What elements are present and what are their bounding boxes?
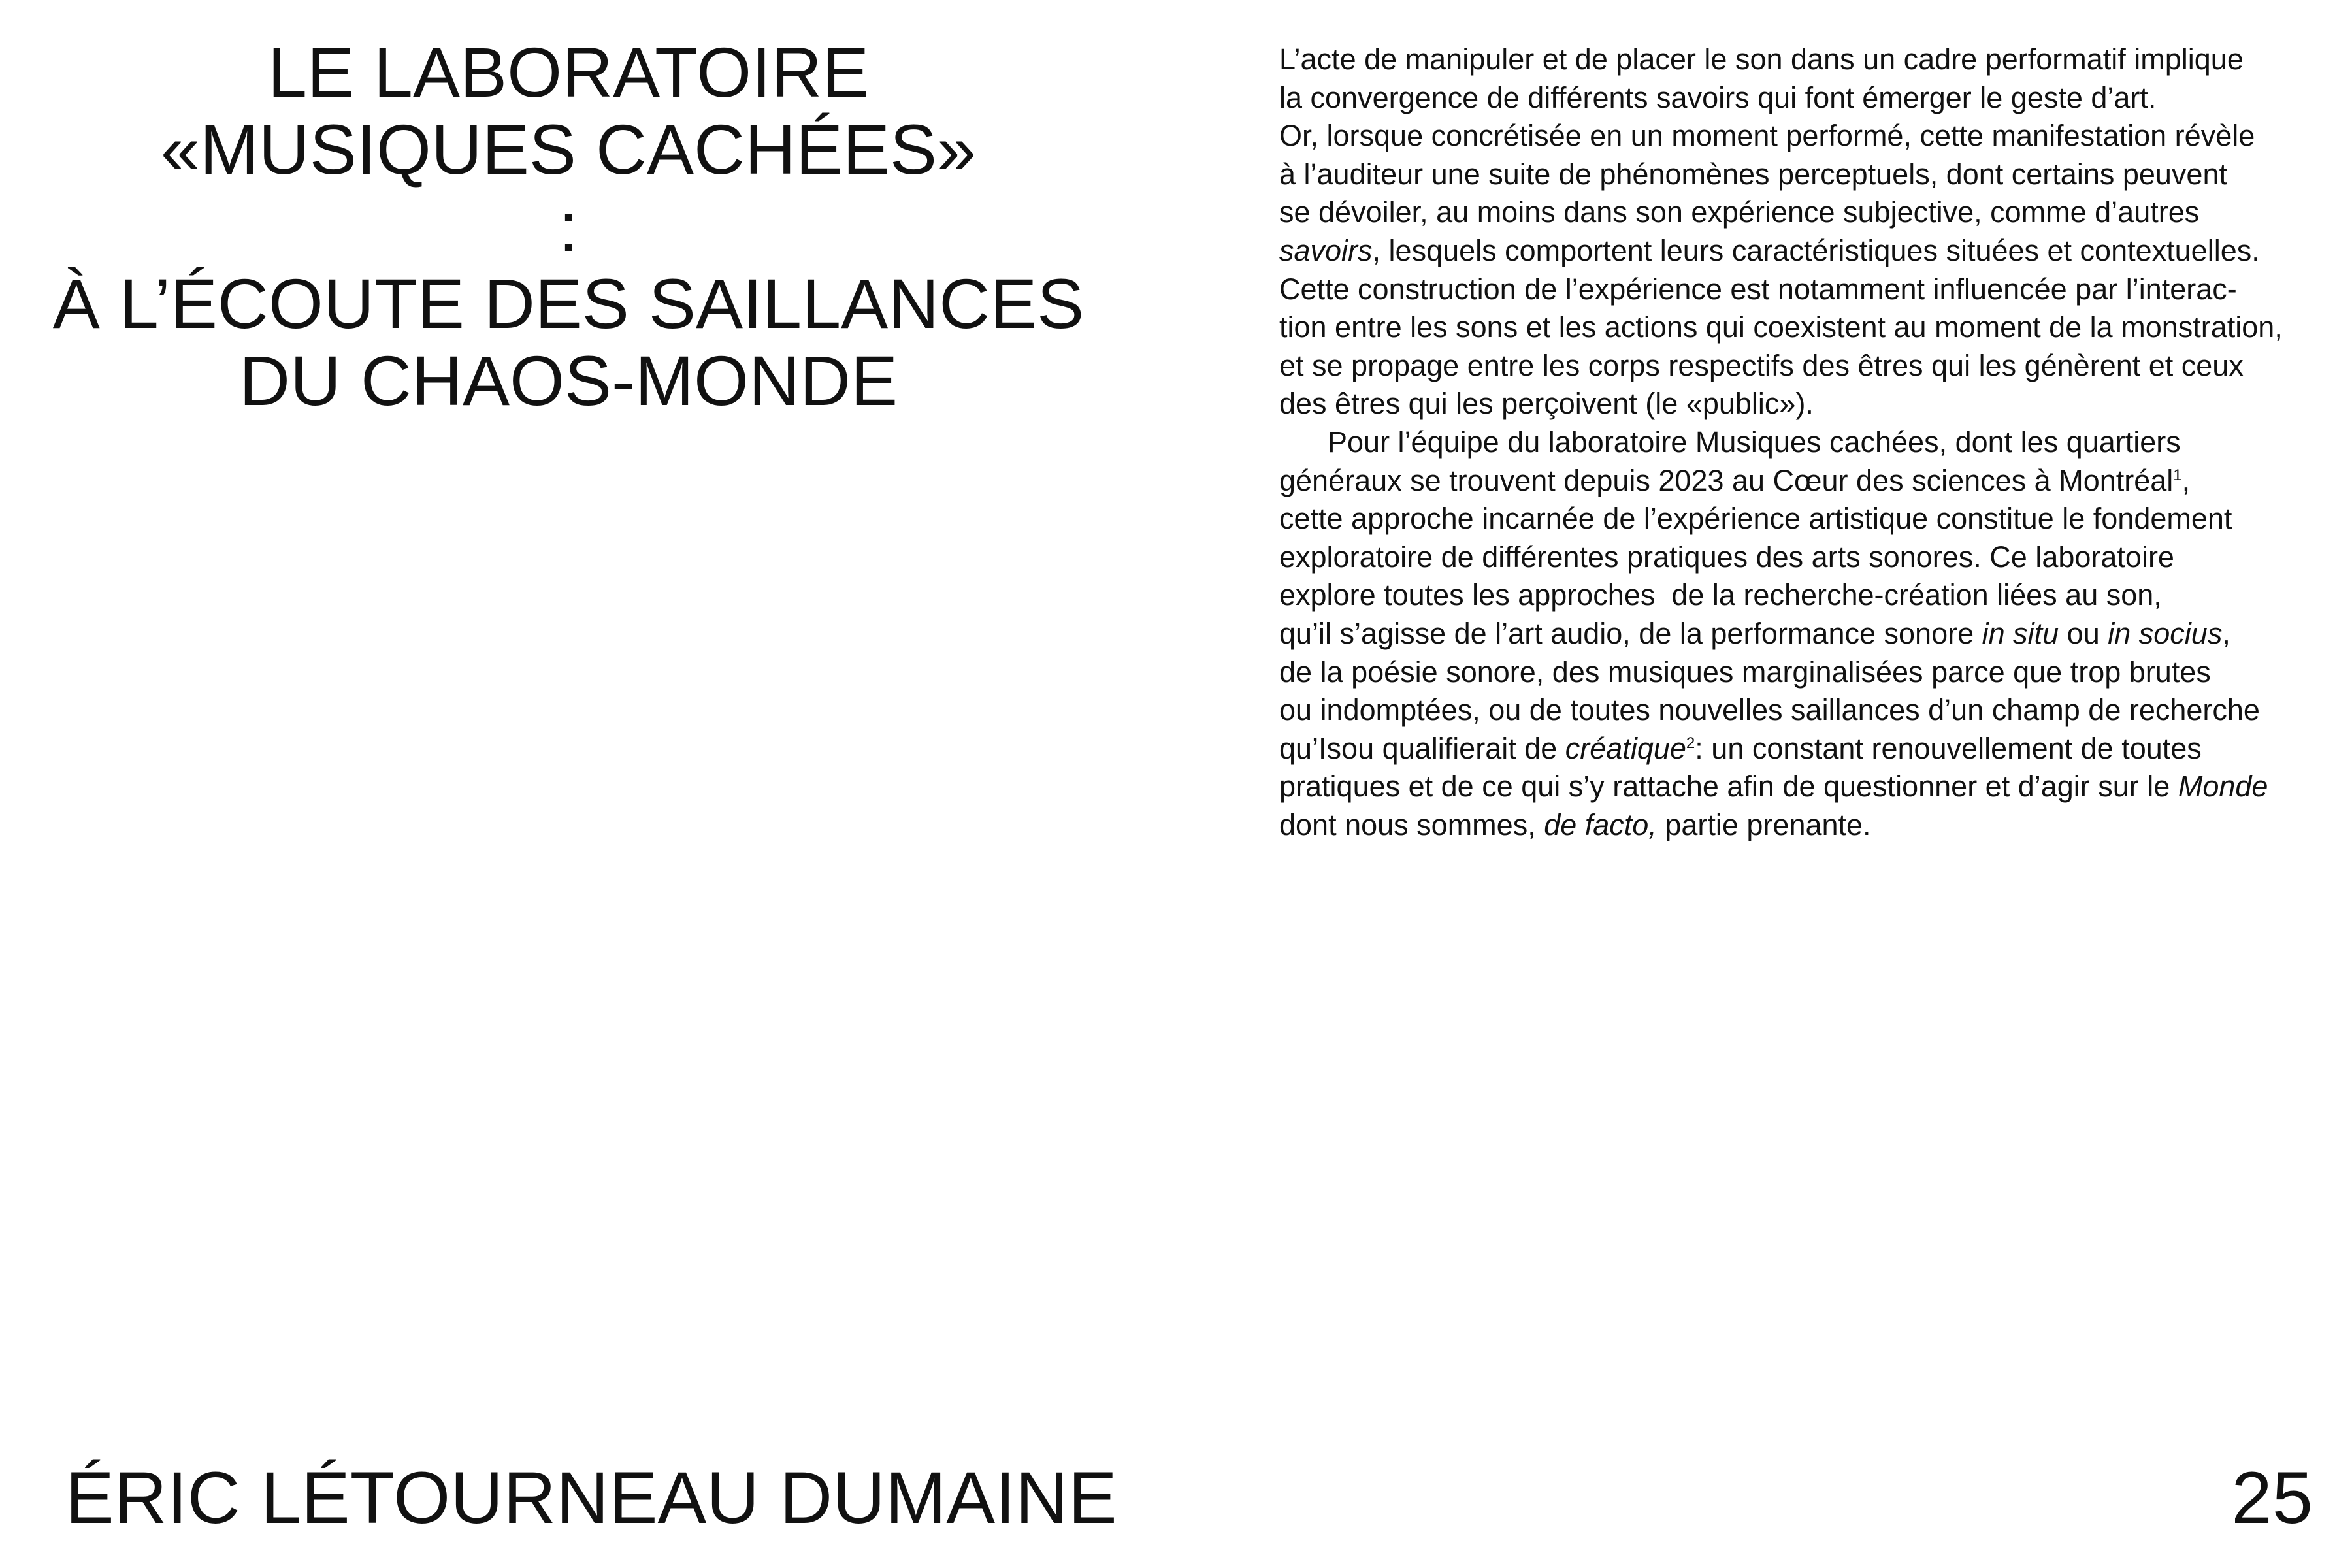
body-line-5: se dévoiler, au moins dans son expérience subjective, comme d’autres	[1279, 195, 2200, 229]
body-line-6-rest: , lesquels comportent leurs caractéristiques situées et contextuelles.	[1372, 233, 2260, 267]
body-line-9: et se propage entre les corps respectifs des êtres qui les génèrent et ceux	[1279, 348, 2244, 382]
title-line-3: :	[558, 187, 578, 266]
body-line-16-c: ,	[2222, 616, 2230, 650]
body-line-12-after: ,	[2181, 463, 2191, 497]
body-line-20-text: pratiques et de ce qui s’y rattache afin de questionner et d’agir sur le	[1279, 770, 2178, 804]
body-line-15: explore toutes les approches de la recherche-création liées au son,	[1279, 578, 2162, 612]
body-line-16-a: qu’il s’agisse de l’art audio, de la performance sonore	[1279, 616, 1982, 650]
body-line-16-b: ou	[2059, 616, 2108, 650]
body-line-16	[1279, 615, 2318, 653]
italic-in-socius: in socius	[2108, 616, 2223, 650]
body-line-11: Pour l’équipe du laboratoire Musiques cachées, dont les quartiers	[1328, 425, 2181, 459]
italic-monde: Monde	[2178, 770, 2268, 804]
title-line-2: «MUSIQUES CACHÉES»	[160, 110, 977, 189]
body-text	[1279, 41, 2318, 844]
italic-savoirs: savoirs	[1279, 233, 1373, 267]
body-line-3: Or, lorsque concrétisée en un moment performé, cette manifestation révèle	[1279, 119, 2255, 153]
footnote-ref-1: 1	[2173, 466, 2182, 484]
page-number: 25	[2231, 1457, 2313, 1539]
body-line-18: ou indomptées, ou de toutes nouvelles saillances d’un champ de recherche	[1279, 693, 2260, 727]
italic-de-facto: de facto,	[1544, 808, 1657, 841]
body-line-19-a: qu’Isou qualifierait de	[1279, 731, 1565, 765]
body-line-12-text: généraux se trouvent depuis 2023 au Cœur des sciences à Montréal	[1279, 463, 2174, 497]
title-line-4: À L’ÉCOUTE DES SAILLANCES	[52, 264, 1085, 343]
body-line-2: la convergence de différents savoirs qui font émerger le geste d’art.	[1279, 80, 2157, 114]
italic-in-situ: in situ	[1982, 616, 2059, 650]
body-line-1: L’acte de manipuler et de placer le son dans un cadre performatif implique	[1279, 42, 2244, 76]
body-line-21-a: dont nous sommes,	[1279, 808, 1544, 841]
body-line-6	[1279, 232, 2318, 270]
body-line-14: exploratoire de différentes pratiques des arts sonores. Ce laboratoire	[1279, 540, 2174, 574]
body-line-8: tion entre les sons et les actions qui coexistent au moment de la monstration,	[1279, 310, 2283, 344]
author-name: ÉRIC LÉTOURNEAU DUMAINE	[65, 1457, 1117, 1539]
body-line-19-b: : un constant renouvellement de toutes	[1695, 731, 2202, 765]
italic-creatique: créatique	[1565, 731, 1686, 765]
title-line-1: LE LABORATOIRE	[267, 33, 870, 112]
body-line-21	[1279, 806, 2318, 845]
body-line-10: des êtres qui les perçoivent (le «public»).	[1279, 387, 1814, 421]
footnote-ref-2: 2	[1686, 734, 1695, 752]
body-line-13: cette approche incarnée de l’expérience artistique constitue le fondement	[1279, 502, 2232, 536]
body-line-12	[1279, 462, 2318, 500]
body-line-7: Cette construction de l’expérience est notamment influencée par l’interac-	[1279, 272, 2237, 306]
body-line-19	[1279, 730, 2318, 768]
body-line-4: à l’auditeur une suite de phénomènes perceptuels, dont certains peuvent	[1279, 157, 2227, 191]
title-line-5: DU CHAOS-MONDE	[238, 341, 898, 420]
body-line-17: de la poésie sonore, des musiques marginalisées parce que trop brutes	[1279, 655, 2211, 689]
article-title	[39, 34, 1098, 419]
body-line-20	[1279, 768, 2318, 806]
body-line-21-b: partie prenante.	[1656, 808, 1871, 841]
